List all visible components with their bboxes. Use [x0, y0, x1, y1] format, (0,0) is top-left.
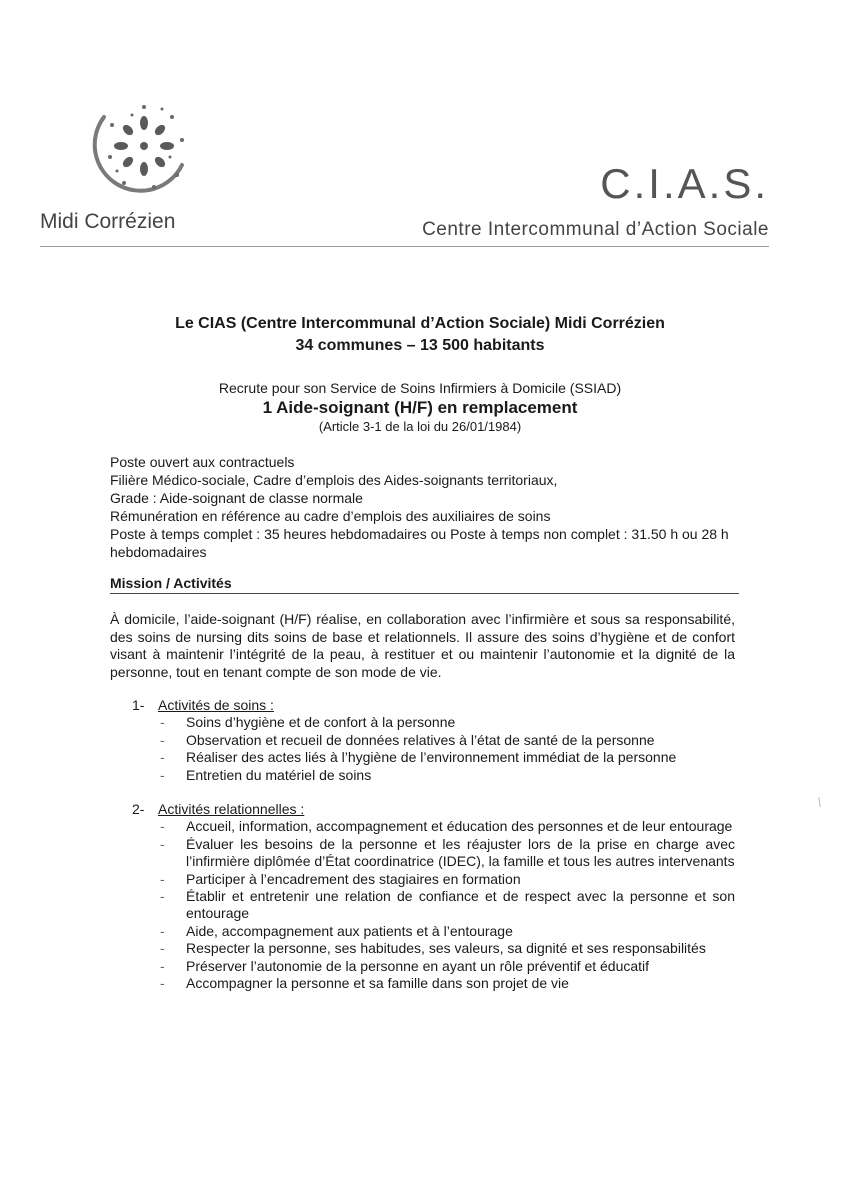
dash-marker: -: [160, 766, 165, 783]
recruit-line: Recrute pour son Service de Soins Infirmiers à Domicile (SSIAD): [218, 380, 622, 396]
activity-group-relational: [110, 801, 735, 992]
dash-marker: -: [160, 731, 165, 748]
dash-marker: -: [160, 975, 165, 992]
dash-marker: -: [160, 957, 165, 974]
activity-group-number: 1-: [132, 697, 145, 713]
list-item: - Préserver l’autonomie de la personne en ayant un rôle préventif et éducatif: [160, 957, 650, 974]
list-item: - Accompagner la personne et sa famille dans son projet de vie: [160, 975, 569, 992]
position-line: Filière Médico-sociale, Cadre d’emplois des Aides-soignants territoriaux,: [110, 472, 558, 488]
position-line: Rémunération en référence au cadre d’emplois des auxiliaires de soins: [110, 508, 551, 524]
dash-marker: -: [160, 870, 165, 887]
list-item: - Respecter la personne, ses habitudes, ses valeurs, sa dignité et ses responsabilités: [160, 940, 706, 957]
dash-marker: -: [160, 749, 165, 766]
mission-divider: [110, 593, 739, 594]
list-item: - Établir et entretenir une relation de confiance et de respect avec la personne et son entourage: [160, 888, 735, 922]
list-item: - Aide, accompagnement aux patients et à l’entourage: [160, 922, 513, 939]
mission-paragraph: À domicile, l’aide-soignant (H/F) réalise, en collaboration avec l’infirmière et sous sa responsabilité, des soins de nursing dits soins de base et relationnels. Il assure des soins d’hygiène et de confort visant à maintenir l’intégrité de la peau, à restituer et ou maintenir l’autonomie et la dignité de la personne, tout en tenant compte de son mode de vie.: [110, 611, 735, 680]
dash-marker: -: [160, 922, 165, 939]
activity-group-label: Activités de soins :: [158, 697, 274, 713]
logo-name: Midi Corrézien: [40, 210, 176, 233]
position-line: Grade : Aide-soignant de classe normale: [110, 490, 363, 506]
activity-group-number: 2-: [132, 801, 145, 817]
list-item: - Soins d’hygiène et de confort à la personne: [160, 714, 456, 731]
position-line: Poste à temps complet : 35 heures hebdomadaires ou Poste à temps non complet : 31.50 h ou 28 h: [110, 526, 729, 542]
dash-marker: -: [160, 940, 165, 957]
header-divider: [40, 246, 769, 247]
org-acronym: C.I.A.S.: [600, 160, 769, 207]
list-item: - Accueil, information, accompagnement et éducation des personnes et de leur entourage: [160, 818, 733, 835]
list-item: - Participer à l’encadrement des stagiaires en formation: [160, 870, 521, 887]
position-details: [110, 453, 735, 561]
job-title: 1 Aide-soignant (H/F) en remplacement: [262, 398, 578, 417]
dash-marker: -: [160, 888, 165, 905]
title-line-1: Le CIAS (Centre Intercommunal d’Action Sociale) Midi Corrézien: [175, 315, 665, 332]
page-title: [60, 313, 780, 357]
title-line-2: 34 communes – 13 500 habitants: [295, 337, 545, 354]
list-item: - Évaluer les besoins de la personne et les réajuster lors de la prise en charge avec l’infirmière diplômée d’État coordinatrice (IDEC), la famille et tous les autres intervenants: [160, 835, 735, 870]
dash-marker: -: [160, 818, 165, 835]
org-full-name: Centre Intercommunal d’Action Sociale: [422, 219, 769, 240]
position-line: hebdomadaires: [110, 544, 207, 560]
list-item: - Observation et recueil de données relatives à l’état de santé de la personne: [160, 731, 655, 748]
list-item: - Entretien du matériel de soins: [160, 766, 372, 783]
dash-marker: -: [160, 835, 165, 852]
activity-group-label: Activités relationnelles :: [158, 801, 305, 817]
midi-correzien-logo: [40, 95, 230, 245]
flower-logo-icon: [82, 95, 192, 205]
mission-heading: Mission / Activités: [110, 575, 232, 591]
activity-group-care: [110, 697, 735, 784]
position-line: Poste ouvert aux contractuels: [110, 454, 295, 470]
article-reference: (Article 3-1 de la loi du 26/01/1984): [318, 419, 522, 434]
list-item: - Réaliser des actes liés à l’hygiène de l’environnement immédiat de la personne: [160, 749, 677, 766]
scan-mark: [818, 797, 821, 807]
dash-marker: -: [160, 714, 165, 731]
